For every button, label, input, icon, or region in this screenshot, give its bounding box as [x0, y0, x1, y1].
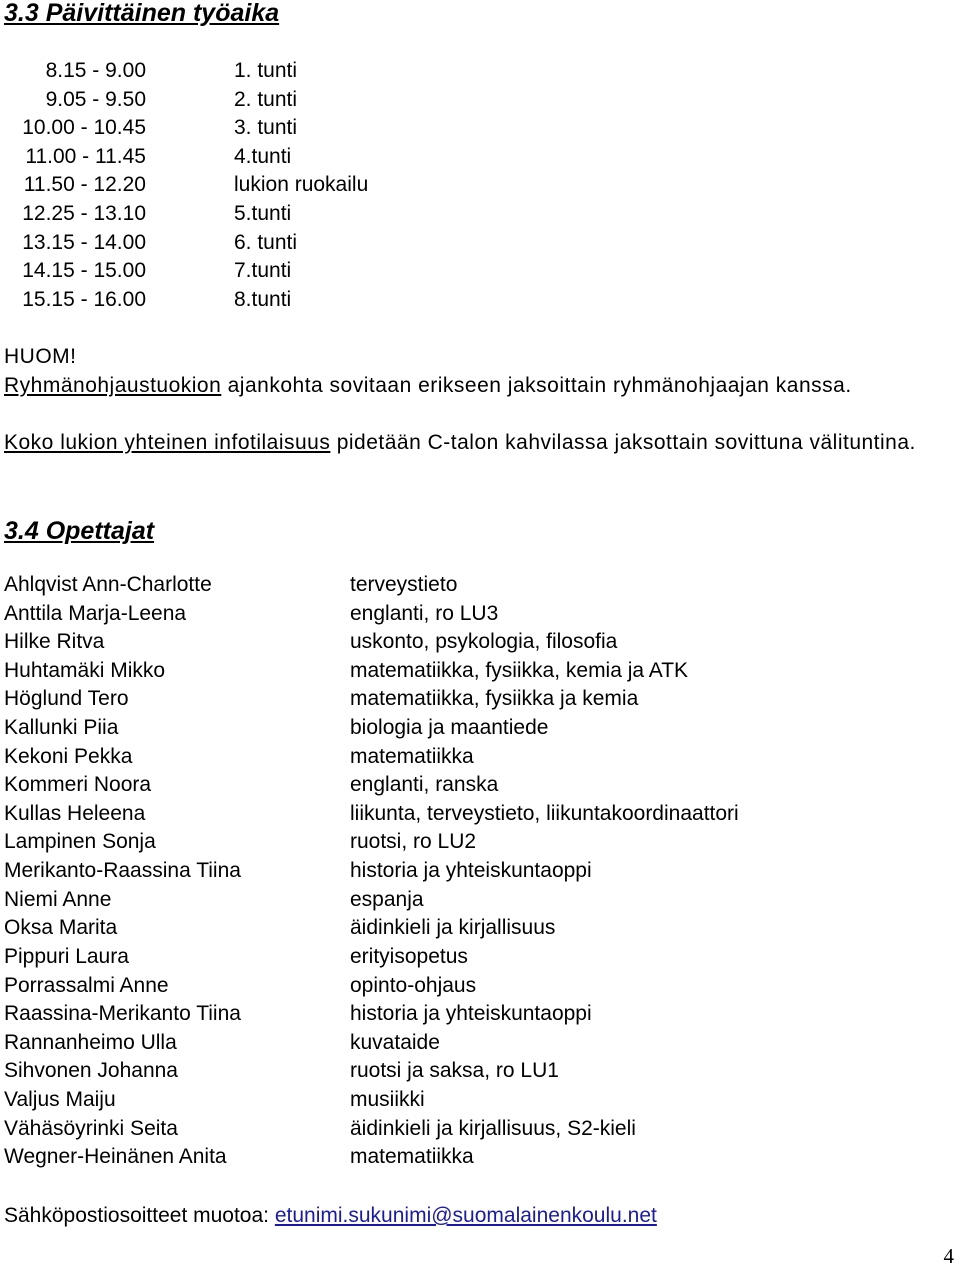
section-heading-opettajat: 3.4 Opettajat — [4, 517, 155, 545]
schedule-row — [0, 143, 500, 172]
teacher-subject: matematiikka, fysiikka ja kemia — [350, 687, 639, 711]
teacher-row — [4, 571, 944, 600]
schedule-time: 9.05 - 9.50 — [45, 87, 146, 111]
teacher-row — [4, 685, 944, 714]
teacher-name: Porrassalmi Anne — [4, 973, 169, 997]
teacher-row — [4, 657, 944, 686]
schedule-lesson: 4.tunti — [234, 144, 292, 168]
teacher-row — [4, 1000, 944, 1029]
teacher-row — [4, 886, 944, 915]
teacher-name: Kekoni Pekka — [4, 744, 133, 768]
teacher-name: Sihvonen Johanna — [4, 1059, 178, 1083]
teacher-row — [4, 600, 944, 629]
note-infotilaisuus-text: pidetään C-talon kahvilassa jaksottain sovittuna välituntina. — [330, 431, 916, 454]
teacher-name: Hilke Ritva — [4, 630, 105, 654]
teacher-row — [4, 800, 944, 829]
schedule-time: 12.25 - 13.10 — [22, 201, 146, 225]
teacher-name: Wegner-Heinänen Anita — [4, 1145, 227, 1169]
schedule-time: 13.15 - 14.00 — [22, 230, 146, 254]
schedule-lesson: 5.tunti — [234, 201, 292, 225]
teacher-subject: musiikki — [350, 1087, 425, 1111]
teacher-name: Raassina-Merikanto Tiina — [4, 1002, 241, 1026]
page-number: 4 — [943, 1244, 954, 1268]
schedule-row — [0, 229, 500, 258]
teacher-subject: erityisopetus — [350, 944, 468, 968]
teacher-row — [4, 771, 944, 800]
teacher-row — [4, 714, 944, 743]
teacher-subject: espanja — [350, 887, 424, 911]
teacher-name: Merikanto-Raassina Tiina — [4, 859, 241, 883]
teacher-list — [4, 571, 944, 1172]
teacher-row — [4, 743, 944, 772]
teacher-name: Valjus Maiju — [4, 1087, 116, 1111]
note-ryhmanohjaus — [4, 371, 852, 400]
teacher-subject: matematiikka — [350, 1145, 474, 1169]
teacher-row — [4, 1029, 944, 1058]
teacher-row — [4, 1143, 944, 1172]
section-heading-tyoaika: 3.3 Päivittäinen työaika — [4, 0, 280, 27]
teacher-subject: matematiikka — [350, 744, 474, 768]
note-infotilaisuus-term: Koko lukion yhteinen infotilaisuus — [4, 431, 331, 454]
teacher-row — [4, 828, 944, 857]
schedule-lesson: 3. tunti — [234, 116, 298, 140]
teacher-row — [4, 1115, 944, 1144]
teacher-subject: liikunta, terveystieto, liikuntakoordinaattori — [350, 801, 739, 825]
teacher-name: Kallunki Piia — [4, 716, 119, 740]
schedule-row — [0, 257, 500, 286]
teacher-subject: kuvataide — [350, 1030, 440, 1054]
teacher-name: Pippuri Laura — [4, 944, 129, 968]
email-format-label: Sähköpostiosoitteet muotoa: — [4, 1204, 275, 1227]
schedule-row — [0, 171, 500, 200]
schedule-row — [0, 114, 500, 143]
teacher-row — [4, 943, 944, 972]
teacher-name: Kommeri Noora — [4, 773, 152, 797]
teacher-row — [4, 857, 944, 886]
schedule-lesson: 8.tunti — [234, 287, 292, 311]
teacher-name: Huhtamäki Mikko — [4, 658, 166, 682]
schedule-time: 15.15 - 16.00 — [22, 287, 146, 311]
teacher-name: Anttila Marja-Leena — [4, 601, 187, 625]
teacher-subject: englanti, ranska — [350, 773, 499, 797]
teacher-name: Lampinen Sonja — [4, 830, 156, 854]
teacher-subject: ruotsi ja saksa, ro LU1 — [350, 1059, 559, 1083]
teacher-subject: äidinkieli ja kirjallisuus — [350, 916, 556, 940]
schedule-lesson: 6. tunti — [234, 230, 298, 254]
schedule-time: 8.15 - 9.00 — [45, 59, 146, 82]
schedule-lesson: 1. tunti — [234, 59, 298, 82]
teacher-row — [4, 628, 944, 657]
teacher-row — [4, 972, 944, 1001]
schedule-lesson: lukion ruokailu — [234, 173, 369, 197]
teacher-name: Kullas Heleena — [4, 801, 146, 825]
note-infotilaisuus — [4, 428, 934, 457]
schedule-row — [0, 286, 500, 315]
schedule-row — [0, 57, 500, 86]
schedule-lesson: 7.tunti — [234, 259, 292, 283]
teacher-subject: ruotsi, ro LU2 — [350, 830, 477, 854]
teacher-name: Ahlqvist Ann-Charlotte — [4, 573, 212, 596]
teacher-subject: uskonto, psykologia, filosofia — [350, 630, 618, 654]
teacher-name: Rannanheimo Ulla — [4, 1030, 177, 1054]
teacher-subject: biologia ja maantiede — [350, 716, 549, 740]
teacher-row — [4, 914, 944, 943]
schedule-lesson: 2. tunti — [234, 87, 298, 111]
teacher-row — [4, 1086, 944, 1115]
email-format-line — [4, 1201, 657, 1230]
schedule-time: 10.00 - 10.45 — [22, 116, 146, 140]
schedule-table — [0, 57, 500, 314]
teacher-subject: matematiikka, fysiikka, kemia ja ATK — [350, 658, 689, 682]
teacher-subject: opinto-ohjaus — [350, 973, 477, 997]
teacher-row — [4, 1057, 944, 1086]
huom-label: HUOM! — [4, 345, 77, 368]
teacher-subject: terveystieto — [350, 573, 458, 596]
teacher-name: Vähäsöyrinki Seita — [4, 1116, 178, 1140]
teacher-name: Höglund Tero — [4, 687, 129, 711]
schedule-time: 14.15 - 15.00 — [22, 259, 146, 283]
schedule-row — [0, 86, 500, 115]
teacher-subject: historia ja yhteiskuntaoppi — [350, 859, 592, 883]
email-format-link[interactable]: etunimi.sukunimi@suomalainenkoulu.net — [274, 1204, 657, 1227]
schedule-time: 11.50 - 12.20 — [23, 173, 146, 197]
note-ryhmanohjaus-text: ajankohta sovitaan erikseen jaksoittain ryhmänohjaajan kanssa. — [221, 374, 852, 397]
schedule-time: 11.00 - 11.45 — [25, 144, 146, 168]
teacher-name: Oksa Marita — [4, 916, 118, 940]
teacher-subject: englanti, ro LU3 — [350, 601, 499, 625]
teacher-subject: historia ja yhteiskuntaoppi — [350, 1002, 592, 1026]
schedule-row — [0, 200, 500, 229]
note-ryhmanohjaus-term: Ryhmänohjaustuokion — [4, 374, 222, 397]
teacher-subject: äidinkieli ja kirjallisuus, S2-kieli — [350, 1116, 636, 1140]
teacher-name: Niemi Anne — [4, 887, 112, 911]
